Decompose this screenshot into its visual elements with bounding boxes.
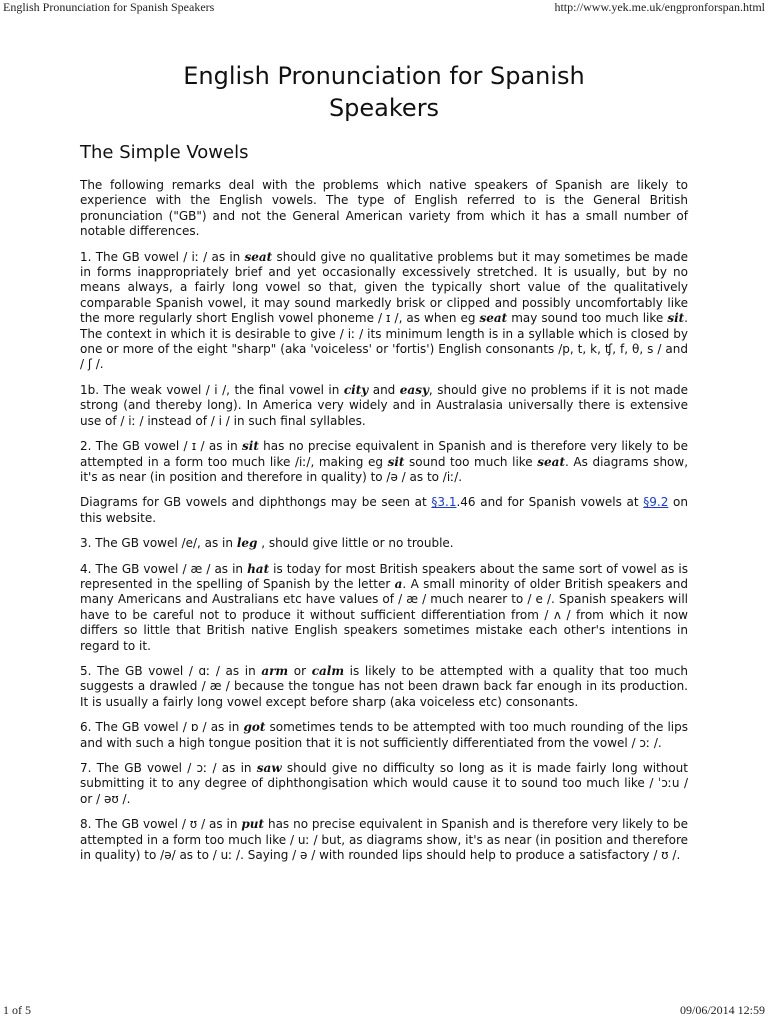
text-run: . The context in which it is desirable to give / iː / its minimum length is in a syllable which is closed by one or more of the eight "sharp" (aka 'voiceless' or 'fortis') English consonants /p, t, k, ʧ, f, θ, s / and / ʃ /. (80, 311, 688, 372)
text-run: . A small minority of older British speakers and many Americans and Australians etc have values of / æ / much nearer to / e /. Spanish speakers will have to be careful not to produce it without sufficient differentiation from / ʌ / from which it now differs so little that British native English speakers sometimes mistake each other's intentions in regard to it. (80, 576, 689, 653)
text-run: sound too much like (404, 454, 538, 469)
document-body (80, 60, 688, 873)
text-run: is likely to be attempted with a quality that too much suggests a drawled / æ / because the tongue has not been drawn back far enough in its production. It is usually a fairly long vowel except before sharp (aka voiceless etc) consonants. (80, 663, 688, 709)
example-word: sit (387, 454, 405, 469)
text-run: 2. The GB vowel / ɪ / as in (80, 439, 243, 454)
print-header-url: http://www.yek.me.uk/engpronforspan.html (554, 0, 765, 14)
text-run: 1b. The weak vowel / i /, the final vowel in (80, 382, 344, 397)
text-run: Diagrams for GB vowels and diphthongs may be seen at (80, 495, 432, 510)
paragraph-2 (80, 439, 688, 485)
text-run: or (288, 663, 312, 678)
text-run: 5. The GB vowel / ɑː / as in (80, 663, 262, 678)
example-word: seat (244, 249, 273, 264)
text-run: .46 and for Spanish vowels at (456, 495, 644, 510)
paragraph-6 (80, 720, 688, 751)
page-title-line1: English Pronunciation for Spanish (183, 62, 585, 90)
section-heading: The Simple Vowels (80, 142, 249, 163)
example-word: city (343, 382, 369, 397)
example-word: calm (311, 663, 345, 678)
text-run: should give no qualitative problems but it may sometimes be made in forms inappropriately brief and yet occasionally excessively stretched. It is usually, but by no means always, a fairly long vowel so that, given the typically short value of the qualitatively comparable Spanish vowel, it may sound markedly brisk or clipped and possibly uncomfortably like the more regularly short English vowel phoneme / ɪ /, as when eg (80, 249, 688, 326)
text-run: . As diagrams show, it's as near (in position and therefore in quality) to /ə / as to /iː/. (80, 454, 689, 484)
text-run: has no precise equivalent in Spanish and is therefore very likely to be attempted in a form too much like /iː/, making eg (80, 439, 688, 469)
text-run: is today for most British speakers about the same sort of vowel as is represented in the spelling of Spanish by the letter (80, 561, 688, 591)
text-run: , should give no problems if it is not made strong (and thereby long). In America very widely and in Australasia universally there is extensive use of / iː / instead of / i / in such final syllables. (80, 382, 688, 428)
text-run: and (368, 382, 400, 397)
paragraph-8 (80, 817, 688, 863)
print-header-title: English Pronunciation for Spanish Speakers (3, 0, 215, 14)
example-word: leg (236, 536, 258, 551)
example-word: a (394, 576, 403, 591)
text-run: sometimes tends to be attempted with too much rounding of the lips and with such a high tongue position that it is not sufficiently differentiated from the vowel / ɔː /. (80, 720, 688, 750)
example-word: hat (247, 561, 270, 576)
text-run: 1. The GB vowel / iː / as in (80, 249, 245, 264)
paragraph-1 (80, 250, 688, 373)
section-9-2-link[interactable]: §9.2 (643, 495, 669, 510)
example-word: saw (256, 761, 282, 775)
page-title (80, 60, 688, 124)
paragraph-7 (80, 761, 688, 807)
text-run: 4. The GB vowel / æ / as in (80, 561, 248, 576)
paragraph-1b (80, 383, 688, 429)
paragraph-4 (80, 562, 688, 654)
diagrams-paragraph (80, 495, 688, 526)
paragraph-3 (80, 536, 688, 551)
text-run: on this website. (80, 495, 688, 525)
text-run: may sound too much like (507, 311, 668, 326)
example-word: sit (242, 439, 259, 454)
intro-paragraph: The following remarks deal with the problems which native speakers of Spanish are likely to experience with the English vowels. The type of English referred to is the General British pronunciation ("GB") and not the General American variety from which it has a small number of notable differences. (80, 178, 688, 239)
print-footer-datetime: 09/06/2014 12:59 (679, 1003, 765, 1017)
text-run: 7. The GB vowel / ɔː / as in (80, 761, 257, 775)
paragraph-5 (80, 664, 688, 710)
print-footer-page: 1 of 5 (3, 1003, 31, 1017)
example-word: put (241, 817, 265, 832)
example-word: seat (537, 454, 565, 469)
section-3-1-link[interactable]: §3.1 (431, 495, 457, 510)
example-word: sit (667, 311, 685, 326)
text-run: 3. The GB vowel /e/, as in (80, 536, 237, 551)
text-run: should give no difficulty so long as it is made fairly long without submitting it to any degree of diphthongisation which would cause it to sound too much like / ˈɔːu / or / əʊ /. (80, 761, 688, 806)
example-word: easy (399, 382, 429, 397)
example-word: seat (479, 311, 508, 326)
text-run: , should give little or no trouble. (257, 536, 454, 551)
text-run: 6. The GB vowel / ɒ / as in (80, 720, 244, 735)
text-run: 8. The GB vowel / ʊ / as in (80, 817, 242, 832)
example-word: got (243, 720, 266, 735)
page-title-line2: Speakers (328, 94, 440, 122)
example-word: arm (261, 663, 289, 678)
text-run: has no precise equivalent in Spanish and is therefore very likely to be attempted in a form too much like / uː / but, as diagrams show, it's as near (in position and therefore in quality) to /ə/ as to / uː /. Saying / ə / with rounded lips should help to produce a satisfactory / ʊ /. (80, 817, 688, 863)
